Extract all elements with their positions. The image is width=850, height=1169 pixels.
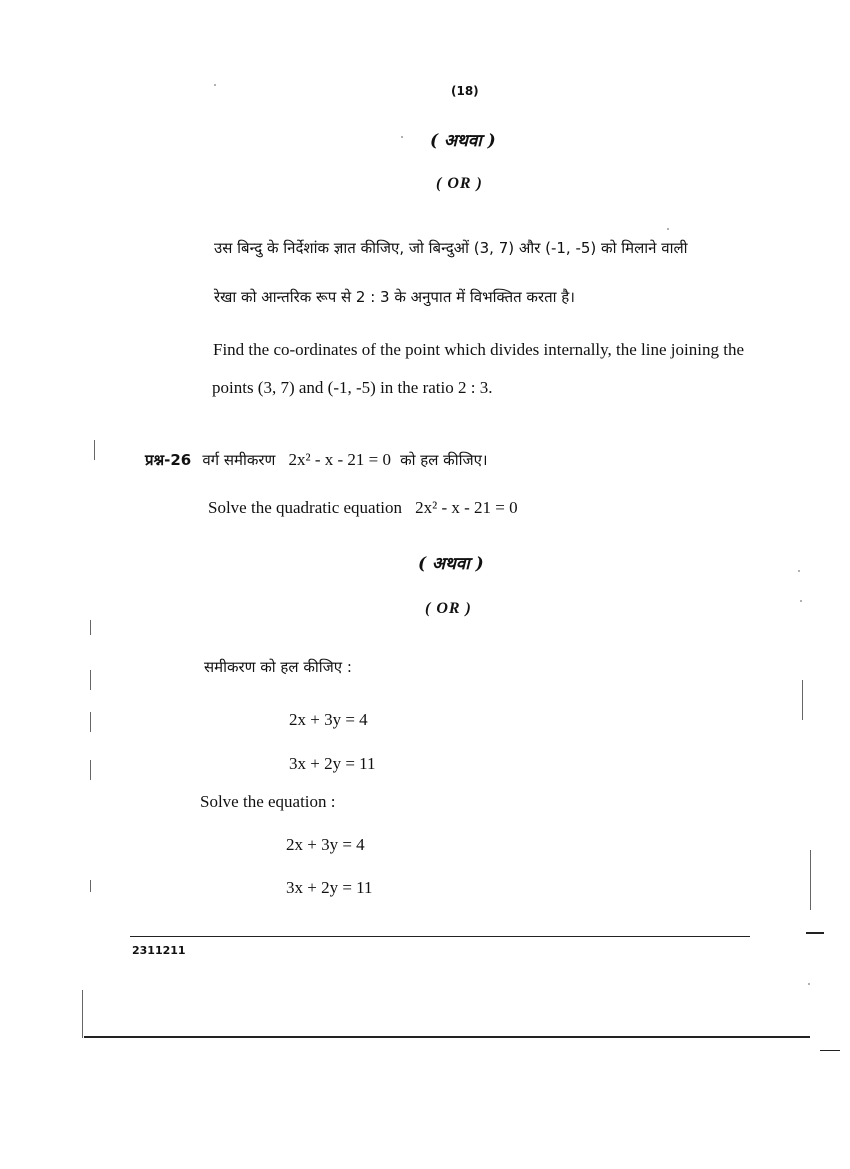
scan-dot <box>401 136 403 138</box>
or-heading-english: ( OR ) <box>436 175 483 192</box>
left-margin-mark <box>90 620 91 635</box>
paper-code: 2311211 <box>132 944 186 957</box>
left-margin-mark <box>82 990 83 1038</box>
bottom-scan-line <box>84 1036 810 1038</box>
right-margin-tick <box>806 932 824 934</box>
q25-or-english-line-1: Find the co-ordinates of the point which divides internally, the line joining the <box>213 340 744 359</box>
left-margin-mark <box>90 760 91 780</box>
q26-equation-english: 2x² - x - 21 = 0 <box>415 498 518 517</box>
scan-dot <box>800 600 802 602</box>
left-margin-mark <box>90 670 91 690</box>
question-number: प्रश्न-26 <box>145 451 192 469</box>
right-margin-mark <box>810 850 811 910</box>
q25-or-hindi-line-2: रेखा को आन्तरिक रूप से 2 : 3 के अनुपात में विभक्तित करता है। <box>214 288 575 306</box>
page-number: (18) <box>451 84 479 98</box>
q26-english-prefix: Solve the quadratic equation <box>208 498 403 517</box>
footer-rule <box>130 936 750 937</box>
bottom-scan-tick <box>820 1050 840 1051</box>
equation-1-hindi: 2x + 3y = 4 <box>289 710 368 729</box>
equation-2-hindi: 3x + 2y = 11 <box>289 754 376 773</box>
or-heading-hindi: ( अथवा ) <box>430 131 496 151</box>
q26-hindi-line <box>145 450 488 470</box>
scan-dot <box>667 228 669 230</box>
or-heading-hindi-2: ( अथवा ) <box>418 554 484 574</box>
scan-dot <box>214 84 216 86</box>
or-heading-english-2: ( OR ) <box>425 600 472 617</box>
equation-2-english: 3x + 2y = 11 <box>286 878 373 897</box>
scan-dot <box>798 570 800 572</box>
q26-equation-hindi: 2x² - x - 21 = 0 <box>288 450 392 469</box>
q26-hindi-suffix: को हल कीजिए। <box>400 451 488 469</box>
left-margin-mark <box>90 880 91 892</box>
q26-or-hindi-instruction: समीकरण को हल कीजिए : <box>204 658 352 676</box>
q26-hindi-prefix: वर्ग समीकरण <box>202 451 276 469</box>
q26-english-line <box>208 498 518 518</box>
q25-or-english-line-2: points (3, 7) and (-1, -5) in the ratio 2 : 3. <box>212 378 493 397</box>
left-margin-mark <box>90 712 91 732</box>
q25-or-hindi-line-1: उस बिन्दु के निर्देशांक ज्ञात कीजिए, जो बिन्दुओं (3, 7) और (-1, -5) को मिलाने वाली <box>214 239 688 257</box>
scan-dot <box>808 983 810 985</box>
left-margin-mark <box>94 440 95 460</box>
q26-or-english-instruction: Solve the equation : <box>200 792 336 811</box>
right-margin-mark <box>802 680 803 720</box>
equation-1-english: 2x + 3y = 4 <box>286 835 365 854</box>
